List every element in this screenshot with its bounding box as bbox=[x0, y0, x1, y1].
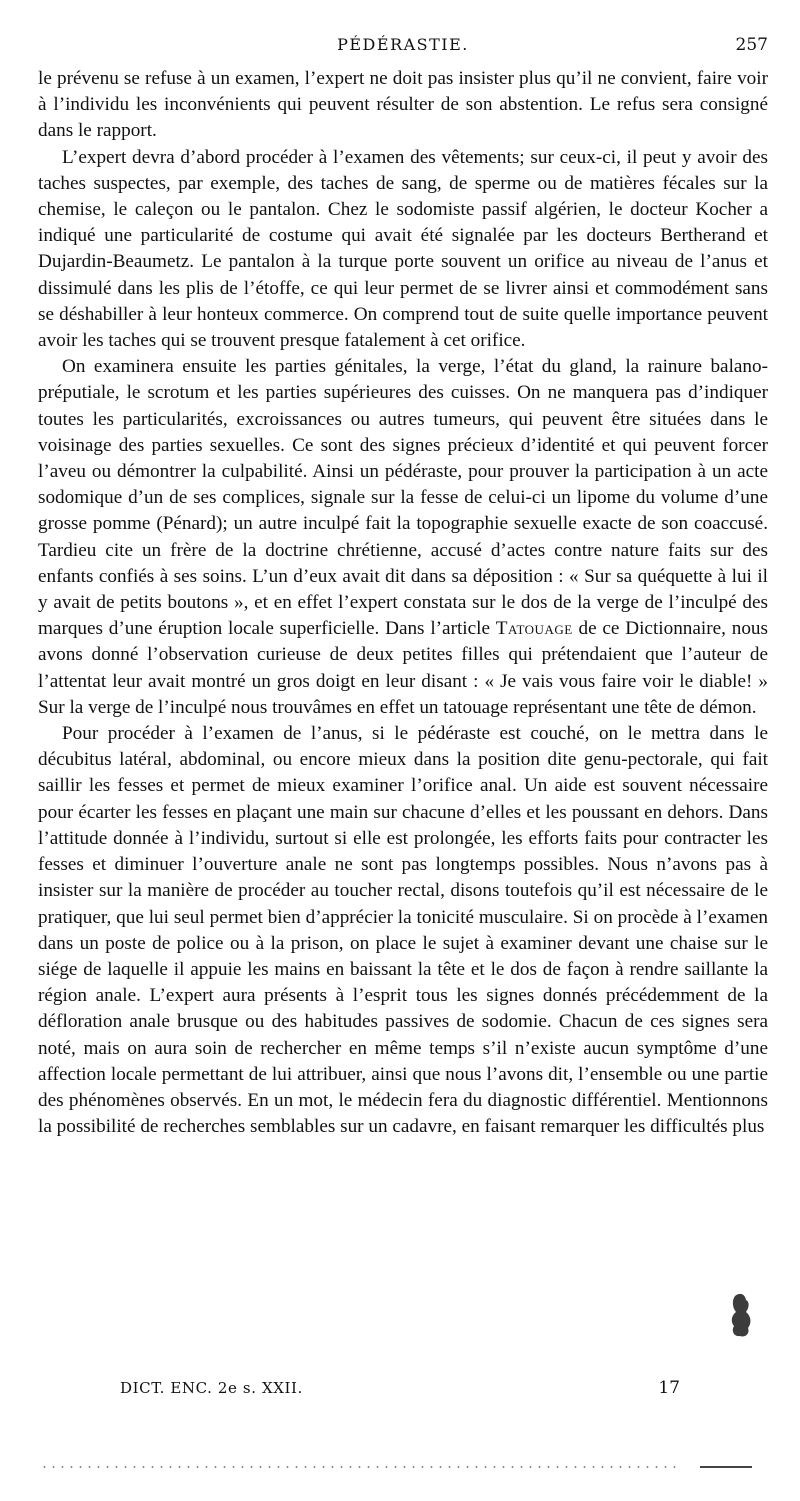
body-text bbox=[38, 66, 768, 1140]
signature-mark: DICT. ENC. 2e s. XXII. bbox=[120, 1379, 303, 1397]
ink-blot bbox=[726, 1290, 756, 1340]
page-number: 257 bbox=[735, 35, 768, 55]
scan-dash bbox=[700, 1466, 752, 1468]
scan-noise bbox=[40, 1464, 752, 1470]
running-head bbox=[38, 32, 768, 58]
page-title: PÉDÉRASTIE. bbox=[337, 35, 469, 54]
printer-signature bbox=[120, 1376, 680, 1400]
paragraph-text: On examinera ensuite les parties génitales, la verge, l’état du gland, la rainure balano-préputiale, le scrotum et les parties supérieures des cuisses. On ne manquera pas d’indiquer toutes les particularités, excroissances ou autres tumeurs, qui peuvent être situées dans le voisinage des parties sexuelles. Ce sont des signes précieux d’identité et qui peuvent forcer l’aveu ou démontrer la culpabilité. Ainsi un pédéraste, pour prouver la participation à un acte sodomique d’un de ses complices, signale sur la fesse de celui-ci un lipome du volume d’une grosse pomme (Pénard); un autre inculpé fait la topographie sexuelle exacte de son coaccusé. Tardieu cite un frère de la doctrine chrétienne, accusé d’actes contre nature faits sur des enfants confiés à ses soins. L’un d’eux avait dit dans sa déposition : « Sur sa quéquette à lui il y avait de petits boutons », et en effet l’expert constata sur le dos de la verge de l’inculpé des marques d’une éruption locale superficielle. Dans l’article bbox=[38, 356, 768, 640]
signature-number: 17 bbox=[658, 1378, 680, 1398]
paragraph-clothing-exam: L’expert devra d’abord procéder à l’examen des vêtements; sur ceux-ci, il peut y avoir des taches suspectes, par exemple, des taches de sang, de sperme ou de matières fécales sur la chemise, le caleçon ou le pantalon. Chez le sodomiste passif algérien, le docteur Kocher a indiqué une particularité de costume qui avait été signalée par les docteurs Bertherand et Dujardin-Beaumetz. Le pantalon à la turque porte souvent un orifice au niveau de l’anus et dissimulé dans les plis de l’étoffe, ce qui leur permet de se livrer ainsi et commodément sans se déshabiller à leur honteux commerce. On comprend tout de suite quelle importance peuvent avoir les taches qui se trouvent presque fatalement à cet orifice. bbox=[38, 146, 768, 352]
scan-dots bbox=[40, 1466, 680, 1468]
paragraph-continuation: le prévenu se refuse à un examen, l’expert ne doit pas insister plus qu’il ne convient, faire voir à l’individu les inconvénients qui peuvent résulter de son abstention. Le refus sera consigné dans le rapport. bbox=[38, 68, 768, 142]
paragraph-anal-exam: Pour procéder à l’examen de l’anus, si le pédéraste est couché, on le mettra dans le décubitus latéral, abdominal, ou encore mieux dans la position dite genu-pectorale, qui fait saillir les fesses et permet de mieux examiner l’orifice anal. Un aide est souvent nécessaire pour écarter les fesses en plaçant une main sur chacune d’elles et les poussant en dehors. Dans l’attitude donnée à l’individu, surtout si elle est prolongée, les efforts faits pour contracter les fesses et diminuer l’ouverture anale ne sont pas longtemps possibles. Nous n’avons pas à insister sur la manière de procéder au toucher rectal, disons toutefois qu’il est nécessaire de le pratiquer, que lui seul permet bien d’apprécier la tonicité musculaire. Si on procède à l’examen dans un poste de police ou à la prison, on place le sujet à examiner devant une chaise sur le siége de laquelle il appuie les mains en baissant la tête et le dos de façon à rendre saillante la région anale. L’expert aura présents à l’esprit tous les signes donnés précédemment de la défloration anale brusque ou des habitudes passives de sodomie. Chacun de ces signes sera noté, mais on aura soin de rechercher en même temps s’il n’existe aucun symptôme d’une affection locale permettant de lui attribuer, ainsi que nous l’avons dit, l’ensemble ou une partie des phénomènes observés. En un mot, le médecin fera du diagnostic différentiel. Mentionnons la possibilité de recherches semblables sur un cadavre, en faisant remarquer les difficultés plus bbox=[38, 723, 768, 1138]
paragraph-text: de ce Dictionnaire, nous avons donné l’observation curieuse de deux petites filles qui prétendaient que l’auteur de l’attentat leur avait montré un gros doigt en leur disant : « Je vais vous faire voir le diable! » Sur la verge de l’inculpé nous trouvâmes en effet un tatouage représentant une tête de démon. bbox=[38, 618, 768, 718]
paragraph-genital-exam bbox=[38, 354, 768, 721]
article-reference: Tatouage bbox=[495, 618, 573, 640]
